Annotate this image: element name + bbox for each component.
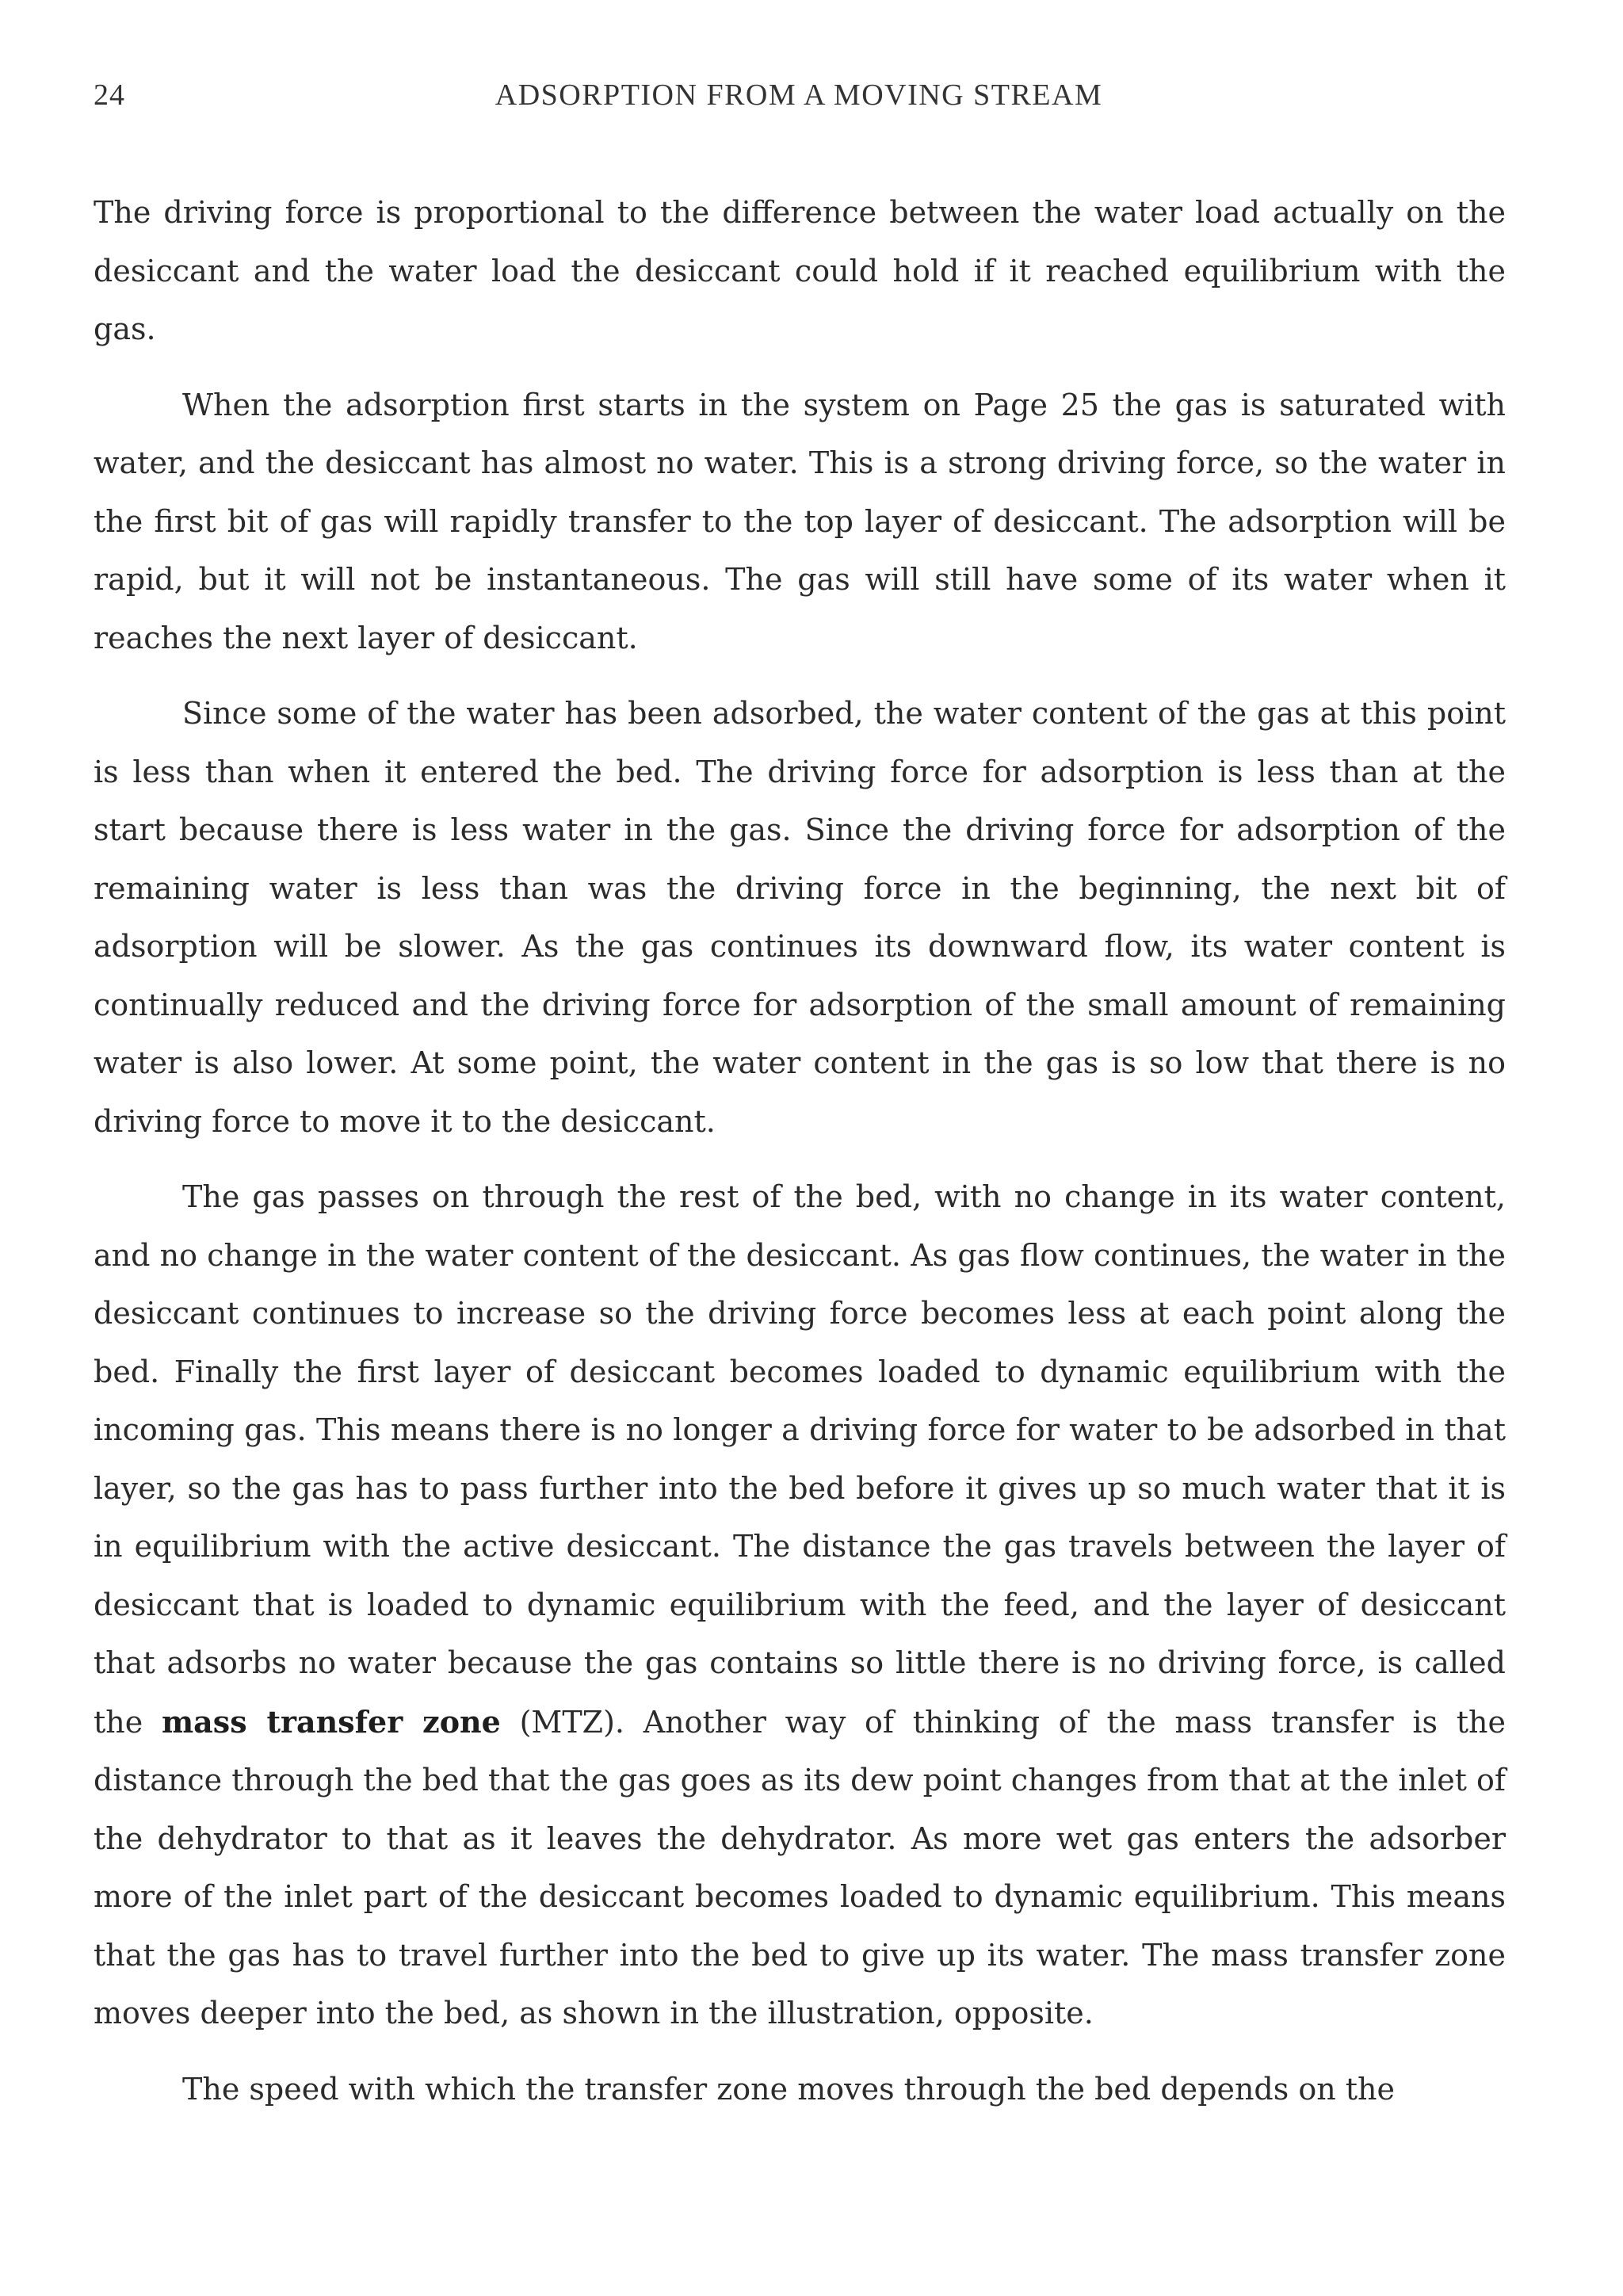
paragraph-4-part-1: The gas passes on through the rest of the bed, with no change in its water content, and no change in the water content of the desiccant. As gas flow continues, the water in the desiccant continues to increase so the driving force becomes less at each point along the bed. Finally the first layer of desiccant becomes loaded to dynamic equilibrium with the incoming gas. This means there is no longer a driving force for water to be adsorbed in that layer, so the gas has to pass further into the bed before it gives up so much water that it is in equilibrium with the active desiccant. The distance the gas travels between the layer of desiccant that is loaded to dynamic equilibrium with the feed, and the layer of desiccant that adsorbs no water because the gas contains so little there is no driving force, is called the — [94, 1179, 1506, 1740]
page-number: 24 — [94, 78, 125, 112]
paragraph-2: When the adsorption first starts in the system on Page 25 the gas is saturated with water, and the desiccant has almost no water. This is a strong driving force, so the water in the first bit of gas will rapidly transfer to the top layer of desiccant. The adsorption will be rapid, but it will not be instantaneous. The gas will still have some of its water when it reaches the next layer of desiccant. — [94, 387, 1506, 655]
mass-transfer-zone-term: mass transfer zone — [161, 1703, 501, 1740]
body-text — [94, 184, 1506, 2136]
paragraph-1: The driving force is proportional to the difference between the water load actually on the desiccant and the water load the desiccant could hold if it reached equilibrium with the gas. — [94, 195, 1506, 346]
paragraph-4-part-2: (MTZ). Another way of thinking of the mass transfer is the distance through the bed that the gas goes as its dew point changes from that at the inlet of the dehydrator to that as it leaves the dehydrator. As more wet gas enters the adsorber more of the inlet part of the desiccant becomes loaded to dynamic equilibrium. This means that the gas has to travel further into the bed to give up its water. The mass transfer zone moves deeper into the bed, as shown in the illustration, opposite. — [94, 1704, 1506, 2030]
paragraph-3: Since some of the water has been adsorbed, the water content of the gas at this point is less than when it entered the bed. The driving force for adsorption is less than at the start because there is less water in the gas. Since the driving force for adsorption of the remaining water is less than was the driving force in the beginning, the next bit of adsorption will be slower. As the gas continues its downward flow, its water content is continually reduced and the driving force for adsorption of the small amount of remaining water is also lower. At some point, the water content in the gas is so low that there is no driving force to move it to the desiccant. — [94, 696, 1506, 1139]
page-header — [94, 78, 1504, 125]
paragraph-4 — [94, 1168, 1506, 2043]
running-title: ADSORPTION FROM A MOVING STREAM — [495, 78, 1103, 112]
paragraph-5: The speed with which the transfer zone moves through the bed depends on the — [182, 2071, 1395, 2107]
